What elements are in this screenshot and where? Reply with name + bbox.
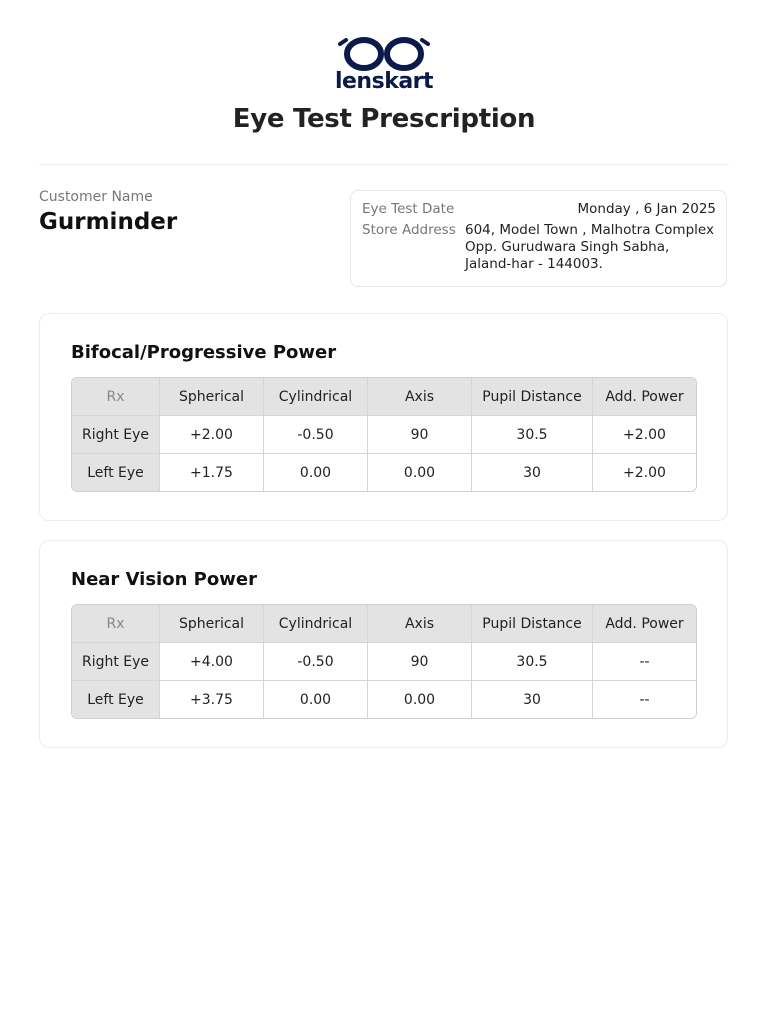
column-header: Add. Power [593, 605, 696, 643]
page-title: Eye Test Prescription [232, 104, 536, 134]
customer-name-label: Customer Name [39, 189, 153, 205]
column-header: Spherical [160, 378, 264, 416]
table-cell: 0.00 [264, 681, 368, 718]
table-row [72, 643, 696, 681]
table-cell: +2.00 [160, 416, 264, 454]
table-cell: 0.00 [264, 454, 368, 491]
column-header: Cylindrical [264, 605, 368, 643]
store-address-label: Store Address [362, 222, 456, 238]
table-cell: -0.50 [264, 643, 368, 681]
table-cell: -- [593, 681, 696, 718]
column-header: Rx [72, 378, 160, 416]
customer-block [39, 189, 177, 235]
header [0, 0, 768, 134]
header-divider [39, 164, 729, 165]
table-cell: 30.5 [472, 643, 593, 681]
column-header: Axis [368, 605, 472, 643]
table-header-row [72, 378, 696, 416]
table-row [72, 454, 696, 491]
table-cell: 30 [472, 681, 593, 718]
eye-test-date-value: Monday , 6 Jan 2025 [577, 201, 716, 217]
brand-wordmark: lenskart [334, 69, 434, 94]
table-row [72, 681, 696, 718]
prescription-table [71, 604, 697, 719]
row-label: Left Eye [72, 681, 160, 718]
column-header: Add. Power [593, 378, 696, 416]
table-cell: -0.50 [264, 416, 368, 454]
store-address-row [362, 222, 716, 273]
row-label: Right Eye [72, 416, 160, 454]
table-row [72, 416, 696, 454]
table-cell: +1.75 [160, 454, 264, 491]
table-cell: 0.00 [368, 454, 472, 491]
column-header: Pupil Distance [472, 605, 593, 643]
table-cell: 30 [472, 454, 593, 491]
table-cell: 30.5 [472, 416, 593, 454]
table-header-row [72, 605, 696, 643]
table-cell: 90 [368, 416, 472, 454]
table-cell: -- [593, 643, 696, 681]
table-cell: 0.00 [368, 681, 472, 718]
eye-test-date-row [362, 201, 716, 218]
eye-test-date-label: Eye Test Date [362, 201, 455, 217]
customer-name: Gurminder [39, 209, 178, 235]
table-cell: +2.00 [593, 416, 696, 454]
section-title: Bifocal/Progressive Power [71, 342, 337, 363]
table-cell: +3.75 [160, 681, 264, 718]
column-header: Cylindrical [264, 378, 368, 416]
column-header: Spherical [160, 605, 264, 643]
store-address-value: 604, Model Town , Malhotra Complex Opp. Gurudwara Singh Sabha, Jaland-har - 144003. [465, 222, 714, 272]
row-label: Right Eye [72, 643, 160, 681]
section-title: Near Vision Power [71, 569, 257, 590]
column-header: Axis [368, 378, 472, 416]
column-header: Rx [72, 605, 160, 643]
bifocal-progressive-section [39, 313, 728, 521]
near-vision-section [39, 540, 728, 748]
table-cell: +4.00 [160, 643, 264, 681]
test-info-card [350, 190, 727, 287]
column-header: Pupil Distance [472, 378, 593, 416]
row-label: Left Eye [72, 454, 160, 491]
lenskart-logo-icon [338, 34, 430, 74]
table-cell: 90 [368, 643, 472, 681]
table-cell: +2.00 [593, 454, 696, 491]
prescription-table [71, 377, 697, 492]
